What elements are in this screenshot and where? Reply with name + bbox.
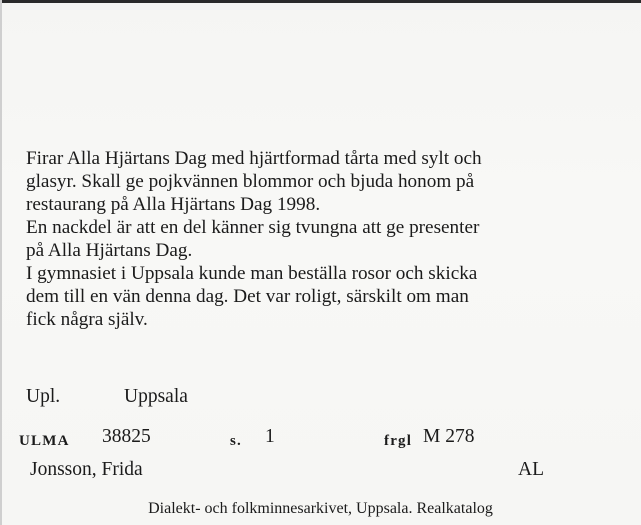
archive-footer: Dialekt- och folkminnesarkivet, Uppsala. Realkatalog	[148, 500, 493, 517]
record-line: dem till en vän denna dag. Det var roligt, särskilt om man	[26, 286, 469, 307]
record-line: restaurang på Alla Hjärtans Dag 1998.	[26, 194, 321, 215]
record-line: Firar Alla Hjärtans Dag med hjärtformad tårta med sylt och	[26, 148, 482, 169]
page-number: 1	[265, 426, 275, 447]
record-line: på Alla Hjärtans Dag.	[26, 240, 193, 261]
record-line: En nackdel är att en del känner sig tvungna att ge presenter	[26, 217, 480, 238]
informant-name: Jonsson, Frida	[30, 459, 143, 480]
archive-number: 38825	[102, 426, 151, 447]
place-name: Uppsala	[124, 386, 188, 407]
card-top-edge	[0, 0, 641, 3]
card-left-edge	[0, 0, 2, 525]
record-line: fick några själv.	[26, 309, 148, 330]
record-line: I gymnasiet i Uppsala kunde man beställa rosor och skicka	[26, 263, 478, 284]
province-code: Upl.	[26, 386, 61, 407]
archive-label: ULMA	[19, 433, 70, 449]
record-text	[26, 147, 626, 331]
record-line: glasyr. Skall ge pojkvännen blommor och bjuda honom på	[26, 171, 475, 192]
questionnaire-label: frgl	[384, 433, 413, 449]
page-label: s.	[230, 433, 242, 449]
recorder-initials: AL	[518, 459, 544, 480]
questionnaire-number: M 278	[423, 426, 475, 447]
